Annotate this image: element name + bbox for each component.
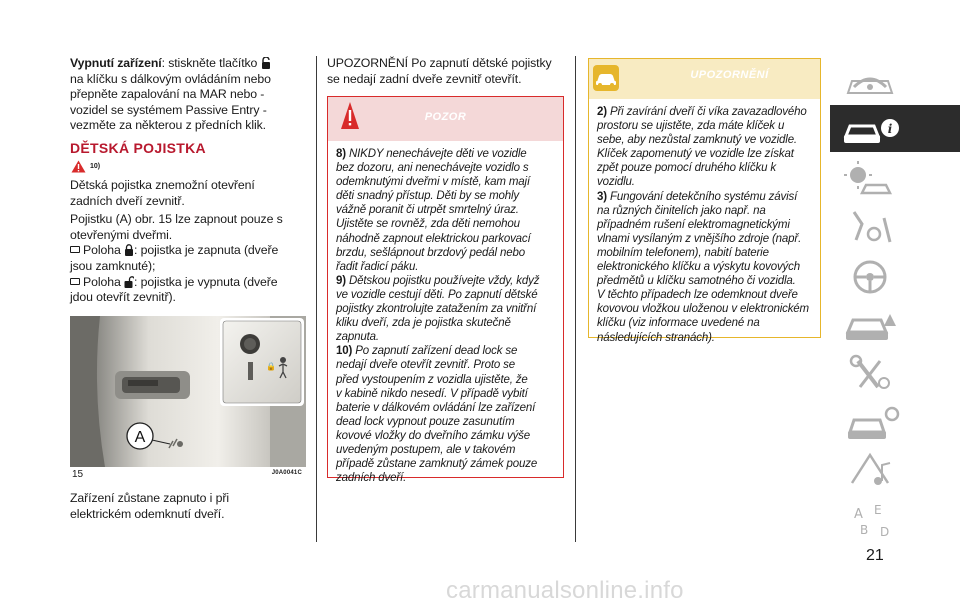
warning-text-line: NIKDY nenechávejte děti ve vozidle (348, 148, 527, 160)
warning-text-line: bez dozoru, ani nenechávejte vozidlo s (336, 162, 529, 175)
warning-item (336, 274, 557, 344)
alphabet-index-icon (840, 498, 904, 544)
door-lock-illustration (70, 316, 306, 467)
warning-text-line: případném rušení elektromagnetickými (597, 218, 790, 231)
warning-text-line: následujících stranách). (597, 331, 715, 344)
warning-text-line: ve vozidle cestují děti. Po zapnutí dětské (336, 288, 538, 301)
steering-wheel-icon (840, 253, 904, 299)
warning-text-line: zpět pouze pomocí druhého klíčku k (597, 162, 777, 175)
warning-text-line: kovové vložky do dveřního zámku výše (336, 429, 531, 442)
warning-text-line: uvedeným postupem, ale v takovém (336, 443, 516, 456)
warning-text-line: Dětskou pojistku používejte vždy, když (348, 274, 540, 287)
section-heading: DĚTSKÁ POJISTKA (70, 140, 206, 156)
warning-text-line: nedají dveře otevřít zevnitř. Proto se (336, 359, 516, 372)
bullet-icon (70, 246, 80, 253)
chapter-tab[interactable] (830, 350, 960, 397)
warning-text-line: prostoru se ujistěte, zda máte klíček u (597, 120, 785, 133)
page-number: 21 (866, 547, 884, 564)
warning-text-line: baterie v dálkovém ovládání lze zařízení (336, 401, 536, 414)
bullet-icon (70, 278, 80, 285)
chapter-tab[interactable] (830, 399, 960, 446)
chapter-tab[interactable] (830, 252, 960, 299)
upozorneni-box-body (589, 99, 820, 345)
warning-text-line: kliku dveří, zda je pojistka skutečně (336, 317, 511, 330)
after-figure-paragraph: Zařízení zůstane zapnuto i při elektrickém odemknutí dveří. (70, 491, 229, 521)
column-divider (316, 56, 317, 542)
chapter-tab[interactable] (830, 497, 960, 544)
bullet-unlocked: Poloha : pojistka je vypnuta (dveře (70, 275, 306, 291)
warning-text-line: pojistky zkontrolujte zatažením za vnitřní (336, 303, 537, 316)
warning-text-line: klíčku (viz informace uvedené na (597, 317, 760, 330)
figure-child-lock (70, 316, 306, 467)
lock-closed-icon (124, 244, 134, 256)
figure-code: J0A0041C (271, 470, 302, 476)
warning-reference[interactable]: 10) (71, 160, 100, 173)
chapter-tab[interactable] (830, 105, 960, 152)
warning-number: 10) (336, 345, 353, 358)
warning-text-line: před vystoupením z vozidla ujistěte, že (336, 373, 528, 386)
car-maintenance-icon (840, 400, 904, 446)
warning-text-line: předmětů u klíčku samotného či vozidla. (597, 275, 796, 288)
warning-text-line: případě zůstane zamknutý zámek pouze (336, 458, 538, 471)
warning-text-line: dead lock vypnout pouze zasunutím (336, 415, 515, 428)
warning-item (597, 190, 814, 345)
warning-text-line: zapnuta. (336, 331, 379, 344)
chapter-tab[interactable] (830, 448, 960, 495)
svg-text:🔒: 🔒 (266, 362, 276, 371)
bullet-locked: Poloha : pojistka je zapnuta (dveře (70, 243, 306, 259)
warning-text-line: v kabině nikdo nesedí. V případě vybití (336, 387, 528, 400)
warning-number: 3) (597, 190, 607, 203)
upozorneni-box-title: UPOZORNĚNÍ (690, 69, 769, 81)
warning-text-line: Ujistěte se rovněž, zda děti nemohou (336, 218, 520, 231)
svg-text:E: E (874, 503, 882, 517)
chapter-tab[interactable] (830, 203, 960, 250)
figure-caption (70, 469, 306, 481)
pozor-box-header (328, 97, 563, 141)
child-lock-description: Dětská pojistka znemožní otevření zadních dveří zevnitř. Pojistku (A) obr. 15 lze zapnout pouze s otevřenými dveřmi. Poloha : pojistka je zapnuta (dveře jsou zamknuté); Poloha : pojistka je vypnuta (dveře jdou otevřít zevnitř). (70, 178, 306, 306)
chapter-tab[interactable] (830, 301, 960, 348)
intro-lead: Vypnutí zařízení (70, 56, 162, 70)
warning-text-line: vážně poranit či utrpět smrtelný úraz. (336, 204, 519, 217)
lock-open-icon (124, 276, 134, 288)
warning-text-line: zadních dveří. (336, 472, 407, 485)
figure-callout-label: A (134, 429, 146, 446)
svg-text:i: i (887, 122, 893, 136)
warning-text-line: brzdu, sešlápnout brzdový pedál nebo (336, 246, 525, 259)
warning-item (336, 147, 557, 274)
service-tools-icon (840, 351, 904, 397)
warning-text-line: Klíček zapomenutý ve vozidle lze získat (597, 148, 794, 161)
warning-text-line: sebe, aby nezůstal zamknutý ve vozidle. (597, 134, 797, 147)
warning-text-line: řadit řadicí páku. (336, 260, 419, 273)
dashboard-icon (840, 57, 904, 103)
warning-text-line: odemknutými dveřmi v místě, kam mají (336, 176, 530, 189)
upozorneni-box-header (589, 59, 820, 99)
warning-text-line: mobilním telefonem), nabití baterie (597, 246, 769, 259)
pozor-warning-box (327, 96, 564, 485)
warning-text-line: elektronického klíčku a výskytu kovových (597, 261, 801, 274)
warning-text-line: V těchto případech lze odemknout dveře (597, 289, 798, 302)
warning-text-line: kovovou vložkou uloženou v elektronickém (597, 303, 809, 316)
warning-text-line: vlnami vysílaným z vnějšího zdroje (např. (597, 232, 802, 245)
warning-number: 2) (597, 106, 607, 118)
svg-text:D: D (880, 525, 890, 539)
warning-text-line: na různých činitelích jako např. na (597, 204, 766, 217)
warning-text-line: náhodně zapnout elektrickou parkovací (336, 232, 531, 245)
svg-text:A: A (854, 507, 863, 522)
chapter-tab[interactable] (830, 56, 960, 103)
pozor-box-body (328, 141, 563, 485)
warning-number: 9) (336, 274, 346, 287)
car-warning-icon (840, 302, 904, 348)
unlock-icon (261, 57, 271, 69)
figure-number: 15 (72, 469, 84, 480)
warning-item (597, 105, 814, 190)
sun-car-icon (840, 155, 904, 201)
warning-item (336, 344, 557, 485)
car-info-icon (840, 106, 904, 152)
warning-triangle-icon (71, 160, 86, 173)
upozorneni-note: UPOZORNĚNÍ Po zapnutí dětské pojistky se nedají zadní dveře zevnitř otevřít. (327, 56, 552, 86)
intro-paragraph: Vypnutí zařízení: stiskněte tlačítko na klíčku s dálkovým ovládáním nebo přepněte zapalování na MAR nebo - vozidel se systémem Passive Entry - vezměte za některou z předních klik. (70, 56, 271, 133)
warning-text-line: Fungování detekčního systému závisí (609, 190, 798, 203)
warning-number: 8) (336, 148, 346, 160)
upozorneni-box (588, 58, 821, 344)
watermark: carmanualsonline.info (446, 577, 684, 604)
warning-text-line: děti snadný přístup. Děti by se mohly (336, 190, 520, 203)
column-divider (575, 56, 576, 542)
driving-safety-icon (840, 204, 904, 250)
warning-text-line: Při zavírání dveří či víka zavazadlového (609, 106, 807, 118)
svg-text:B: B (860, 523, 869, 537)
navigation-music-icon (840, 449, 904, 495)
warning-text-line: vozidlu. (597, 176, 635, 189)
chapter-tab[interactable] (830, 154, 960, 201)
pozor-box-title: POZOR (424, 111, 467, 123)
warning-text-line: Po zapnutí zařízení dead lock se (355, 345, 518, 358)
